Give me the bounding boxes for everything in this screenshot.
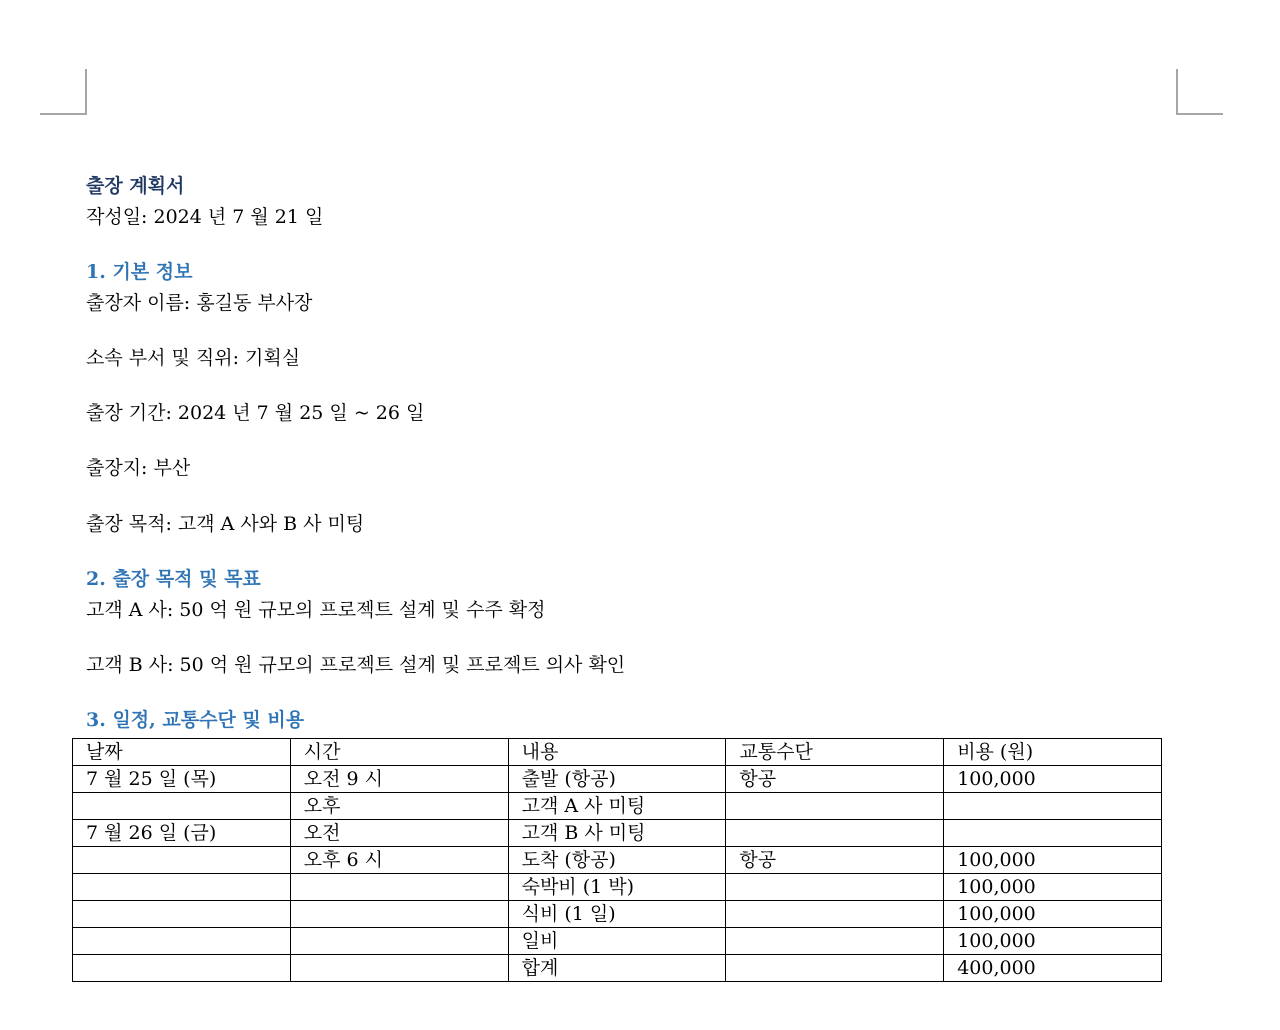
table-cell: 오전 bbox=[290, 820, 508, 847]
table-cell: 100,000 bbox=[944, 874, 1162, 901]
trip-period: 출장 기간: 2024 년 7 월 25 일 ~ 26 일 bbox=[86, 402, 425, 424]
table-row bbox=[73, 793, 1162, 820]
table-cell bbox=[73, 928, 291, 955]
table-cell bbox=[290, 928, 508, 955]
table-row bbox=[73, 847, 1162, 874]
table-cell bbox=[726, 955, 944, 982]
table-cell: 오후 6 시 bbox=[290, 847, 508, 874]
table-cell bbox=[290, 901, 508, 928]
section-3-heading: 3. 일정, 교통수단 및 비용 bbox=[86, 709, 305, 731]
table-cell bbox=[944, 793, 1162, 820]
schedule-table bbox=[72, 738, 1162, 982]
table-cell bbox=[726, 928, 944, 955]
date-line: 작성일: 2024 년 7 월 21 일 bbox=[86, 206, 324, 228]
trip-purpose: 출장 목적: 고객 A 사와 B 사 미팅 bbox=[86, 513, 365, 535]
table-cell bbox=[73, 793, 291, 820]
page-corner-mark-top-left bbox=[40, 69, 87, 115]
table-cell: 도착 (항공) bbox=[508, 847, 726, 874]
table-row bbox=[73, 766, 1162, 793]
table-cell: 합계 bbox=[508, 955, 726, 982]
table-cell bbox=[290, 955, 508, 982]
table-cell bbox=[726, 901, 944, 928]
table-cell: 100,000 bbox=[944, 847, 1162, 874]
traveler-name: 출장자 이름: 홍길동 부사장 bbox=[86, 292, 313, 314]
table-cell: 항공 bbox=[726, 766, 944, 793]
table-header-cell: 교통수단 bbox=[726, 739, 944, 766]
destination: 출장지: 부산 bbox=[86, 457, 191, 479]
table-row bbox=[73, 928, 1162, 955]
table-header-cell: 내용 bbox=[508, 739, 726, 766]
table-header-cell: 시간 bbox=[290, 739, 508, 766]
department-position: 소속 부서 및 직위: 기획실 bbox=[86, 347, 301, 369]
table-cell: 오전 9 시 bbox=[290, 766, 508, 793]
table-cell bbox=[73, 874, 291, 901]
table-header-cell: 비용 (원) bbox=[944, 739, 1162, 766]
table-cell: 400,000 bbox=[944, 955, 1162, 982]
section-1-heading: 1. 기본 정보 bbox=[86, 261, 193, 283]
goal-client-a: 고객 A 사: 50 억 원 규모의 프로젝트 설계 및 수주 확정 bbox=[86, 599, 546, 621]
table-cell: 7 월 26 일 (금) bbox=[73, 820, 291, 847]
table-cell bbox=[726, 793, 944, 820]
table-cell: 식비 (1 일) bbox=[508, 901, 726, 928]
section-2-heading: 2. 출장 목적 및 목표 bbox=[86, 568, 261, 590]
table-cell bbox=[73, 847, 291, 874]
table-cell bbox=[73, 901, 291, 928]
table-cell: 고객 B 사 미팅 bbox=[508, 820, 726, 847]
table-cell bbox=[290, 874, 508, 901]
table-row bbox=[73, 955, 1162, 982]
table-header-cell: 날짜 bbox=[73, 739, 291, 766]
table-cell: 일비 bbox=[508, 928, 726, 955]
table-header-row bbox=[73, 739, 1162, 766]
table-row bbox=[73, 901, 1162, 928]
table-cell: 고객 A 사 미팅 bbox=[508, 793, 726, 820]
document-title: 출장 계획서 bbox=[86, 175, 185, 197]
table-cell: 7 월 25 일 (목) bbox=[73, 766, 291, 793]
table-cell: 오후 bbox=[290, 793, 508, 820]
table-cell: 100,000 bbox=[944, 901, 1162, 928]
table-cell bbox=[726, 874, 944, 901]
table-row bbox=[73, 820, 1162, 847]
table-cell: 100,000 bbox=[944, 928, 1162, 955]
table-cell: 출발 (항공) bbox=[508, 766, 726, 793]
table-cell: 항공 bbox=[726, 847, 944, 874]
table-cell: 100,000 bbox=[944, 766, 1162, 793]
table-cell: 숙박비 (1 박) bbox=[508, 874, 726, 901]
table-cell bbox=[944, 820, 1162, 847]
table-cell bbox=[73, 955, 291, 982]
table-row bbox=[73, 874, 1162, 901]
page-corner-mark-top-right bbox=[1176, 69, 1223, 115]
table-cell bbox=[726, 820, 944, 847]
goal-client-b: 고객 B 사: 50 억 원 규모의 프로젝트 설계 및 프로젝트 의사 확인 bbox=[86, 654, 626, 676]
